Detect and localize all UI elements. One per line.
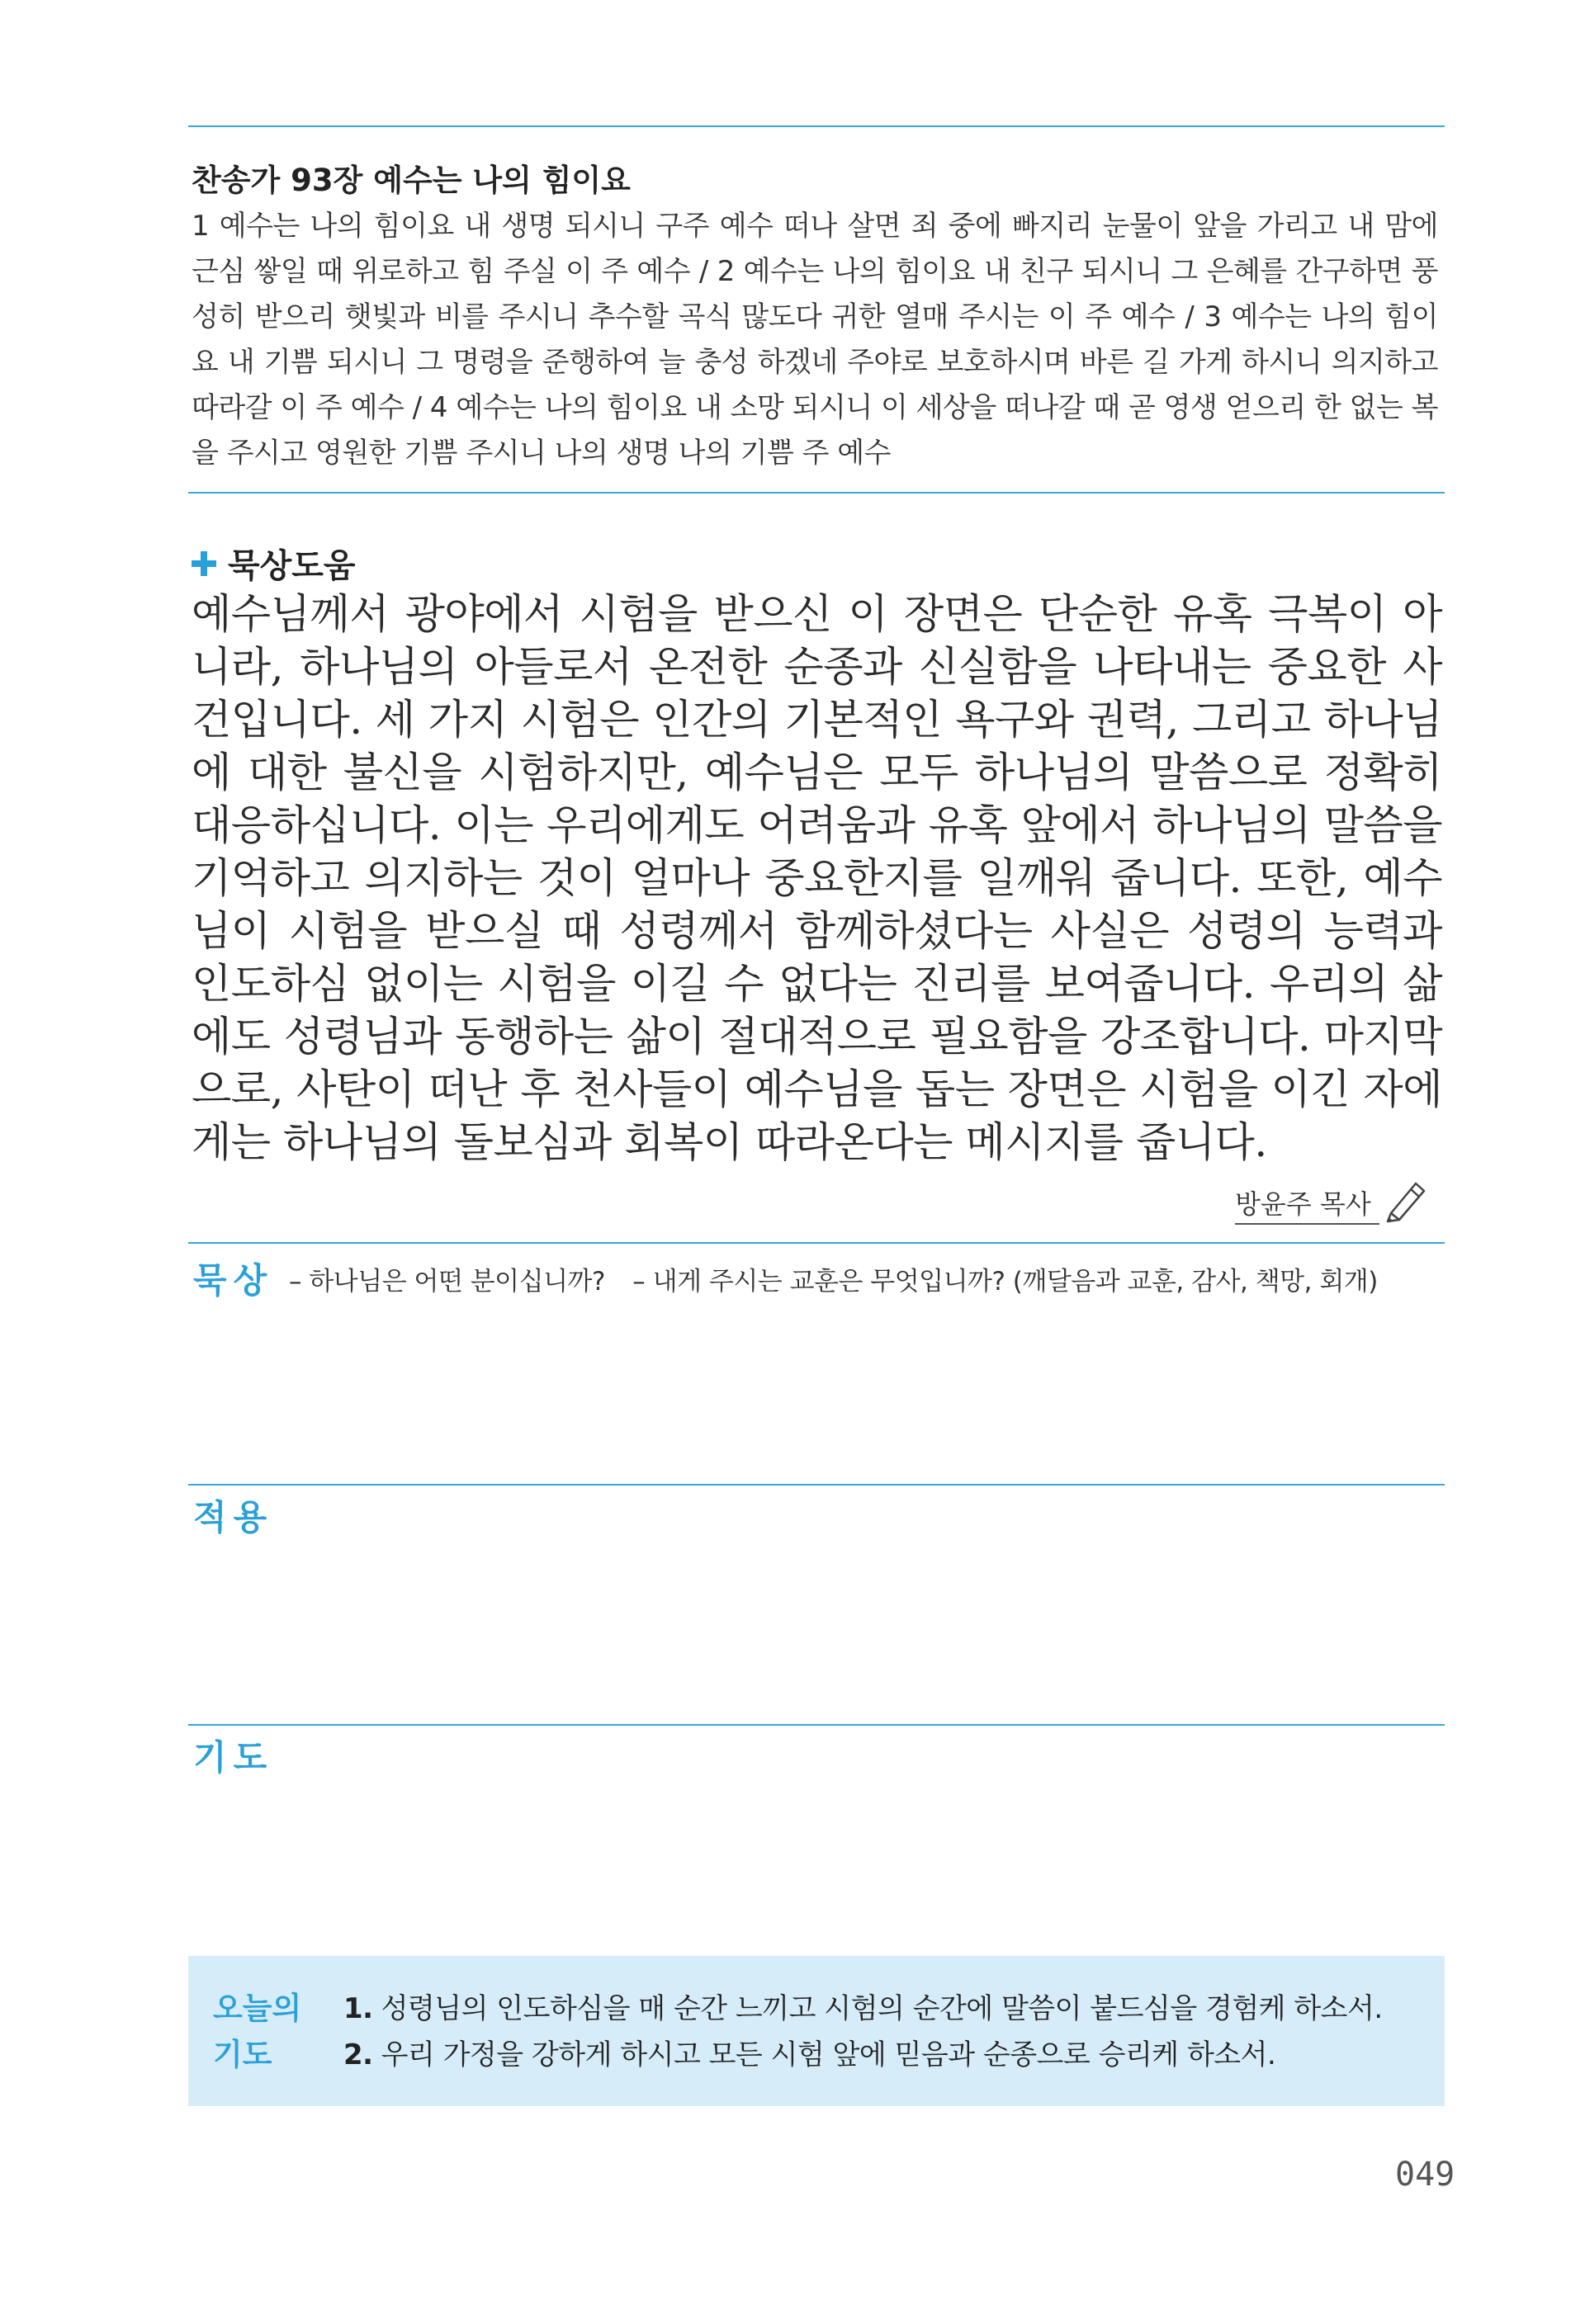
application-divider xyxy=(188,1484,1445,1486)
hymn-bottom-divider xyxy=(188,492,1445,494)
todays-prayer-list xyxy=(343,1986,1383,2078)
prayer-section-label: 기도 xyxy=(193,1737,274,1778)
top-divider xyxy=(188,125,1445,127)
pencil-icon xyxy=(1379,1172,1431,1223)
prayer-item-number: 1. xyxy=(343,1992,373,2025)
meditation-questions xyxy=(289,1260,1398,1297)
meditation-question-2: – 내게 주시는 교훈은 무엇입니까? (깨달음과 교훈, 감사, 책망, 회개) xyxy=(632,1267,1378,1297)
prayer-item-number: 2. xyxy=(343,2038,373,2071)
hymn-lyrics: 1 예수는 나의 힘이요 내 생명 되시니 구주 예수 떠나 살면 죄 중에 빠지리 눈물이 앞을 가리고 내 맘에 근심 쌓일 때 위로하고 힘 주실 이 주 예수 / 2 예수는 나의 힘이요 내 친구 되시니 그 은혜를 간구하면 풍성히 받으리 햇빛과 비를 주시니 추수할 곡식 많도다 귀한 열매 주시는 이 주 예수 / 3 예수는 나의 힘이요 내 기쁨 되시니 그 명령을 준행하여 늘 충성 하겠네 주야로 보호하시며 바른 길 가게 하시니 의지하고 따라갈 이 주 예수 / 4 예수는 나의 힘이요 내 소망 되시니 이 세상을 떠나갈 때 곧 영생 얻으리 한 없는 복을 주시고 영원한 기쁨 주시니 나의 생명 나의 기쁨 주 예수 xyxy=(192,210,1438,470)
meditation-help-body: 예수님께서 광야에서 시험을 받으신 이 장면은 단순한 유혹 극복이 아니라, 하나님의 아들로서 온전한 순종과 신실함을 나타내는 중요한 사건입니다. 세 가지 시험은 인간의 기본적인 욕구와 권력, 그리고 하나님에 대한 불신을 시험하지만, 예수님은 모두 하나님의 말씀으로 정확히 대응하십니다. 이는 우리에게도 어려움과 유혹 앞에서 하나님의 말씀을 기억하고 의지하는 것이 얼마나 중요한지를 일깨워 줍니다. 또한, 예수님이 시험을 받으실 때 성령께서 함께하셨다는 사실은 성령의 능력과 인도하심 없이는 시험을 이길 수 없다는 진리를 보여줍니다. 우리의 삶에도 성령님과 동행하는 삶이 절대적으로 필요함을 강조합니다. 마지막으로, 사탄이 떠난 후 천사들이 예수님을 돕는 장면은 시험을 이긴 자에게는 하나님의 돌보심과 회복이 따라온다는 메시지를 줍니다. xyxy=(192,590,1442,1166)
prayer-item xyxy=(343,1986,1383,2032)
hymn-title: 찬송가 93장 예수는 나의 힘이요 xyxy=(192,163,631,198)
prayer-divider xyxy=(188,1724,1445,1726)
meditation-question-1: – 하나님은 어떤 분이십니까? xyxy=(289,1267,605,1297)
plus-icon xyxy=(192,551,216,576)
author-signature xyxy=(1235,1172,1431,1225)
meditation-help-label: 묵상도움 xyxy=(228,547,356,585)
application-section-label: 적용 xyxy=(193,1497,274,1538)
todays-prayer-label-line1: 오늘의 xyxy=(213,1991,302,2026)
prayer-item-text: 성령님의 인도하심을 매 순간 느끼고 시험의 순간에 말씀이 붙드심을 경험케 하소서. xyxy=(381,1992,1383,2025)
author-name: 방윤주 목사 xyxy=(1235,1183,1379,1225)
todays-prayer-label xyxy=(213,1986,312,2078)
meditation-help-header xyxy=(192,540,356,587)
meditation-divider xyxy=(188,1242,1445,1244)
todays-prayer-label-line2: 기도 xyxy=(213,2037,272,2072)
page-number: 049 xyxy=(1395,2156,1455,2194)
prayer-item-text: 우리 가정을 강하게 하시고 모든 시험 앞에 믿음과 순종으로 승리케 하소서. xyxy=(381,2038,1276,2071)
meditation-section-label: 묵상 xyxy=(193,1260,274,1301)
prayer-item xyxy=(343,2032,1383,2078)
todays-prayer-box xyxy=(188,1956,1445,2106)
